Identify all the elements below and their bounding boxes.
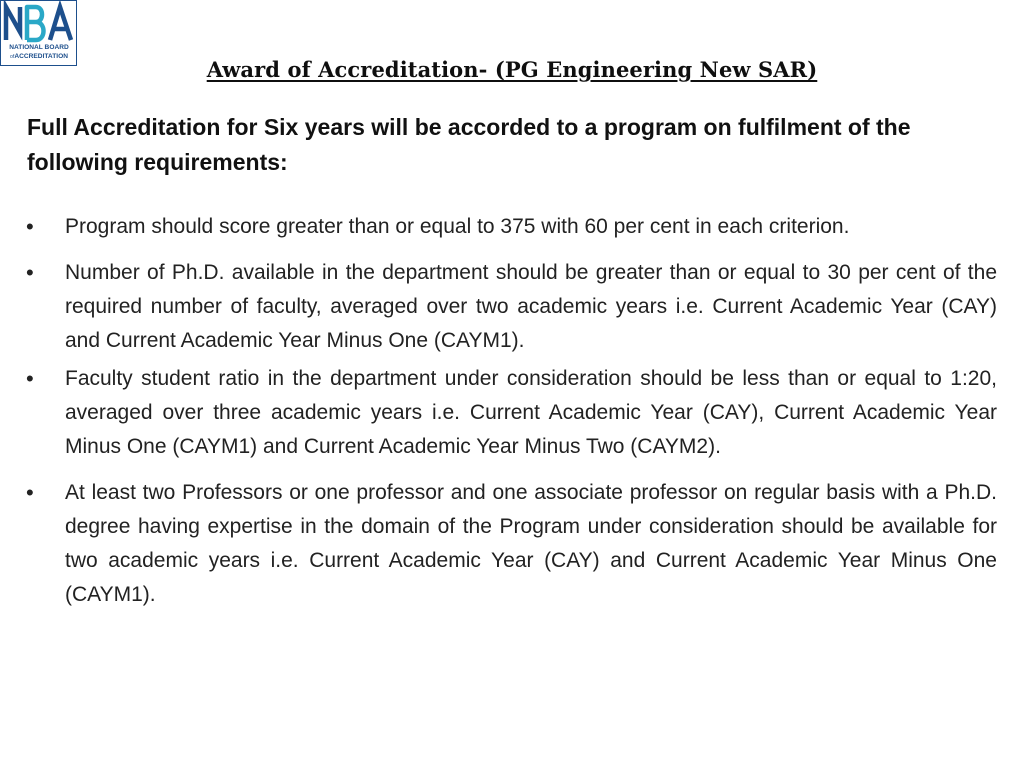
list-item-text: Program should score greater than or equal to 375 with 60 per cent in each criterion. bbox=[65, 215, 850, 238]
list-item bbox=[26, 476, 997, 612]
list-item bbox=[26, 256, 997, 358]
list-item-text: Faculty student ratio in the department under consideration should be less than or equal to 1:20, averaged over three academic years i.e. Current Academic Year (CAY), Current Academic Year Minus One (CAYM1) and Current Academic Year Minus Two (CAYM2). bbox=[65, 367, 997, 458]
list-item bbox=[26, 362, 997, 464]
list-item-text: At least two Professors or one professor and one associate professor on regular basis with a Ph.D. degree having expertise in the domain of the Program under consideration should be available for two academic years i.e. Current Academic Year (CAY) and Current Academic Year Minus One (CAYM1). bbox=[65, 481, 997, 606]
bullet-icon: • bbox=[26, 260, 34, 285]
list-item bbox=[26, 210, 997, 244]
logo-line-national-board: NATIONAL BOARD bbox=[9, 44, 69, 51]
bullet-icon: • bbox=[26, 214, 34, 239]
bullet-icon: • bbox=[26, 366, 34, 391]
logo-line-prefix: of bbox=[10, 54, 15, 60]
list-item-text: Number of Ph.D. available in the department should be greater than or equal to 30 per cent of the required number of faculty, averaged over two academic years i.e. Current Academic Year (CAY) and Current Academic Year Minus One (CAYM1). bbox=[65, 261, 997, 352]
requirements-list bbox=[26, 210, 997, 624]
logo-line-main: ACCREDITATION bbox=[14, 53, 68, 60]
page-title: Award of Accreditation- (PG Engineering New SAR) bbox=[206, 57, 818, 82]
bullet-icon: • bbox=[26, 480, 34, 505]
subtitle: Full Accreditation for Six years will be accorded to a program on fulfilment of the following requirements: bbox=[27, 114, 911, 175]
